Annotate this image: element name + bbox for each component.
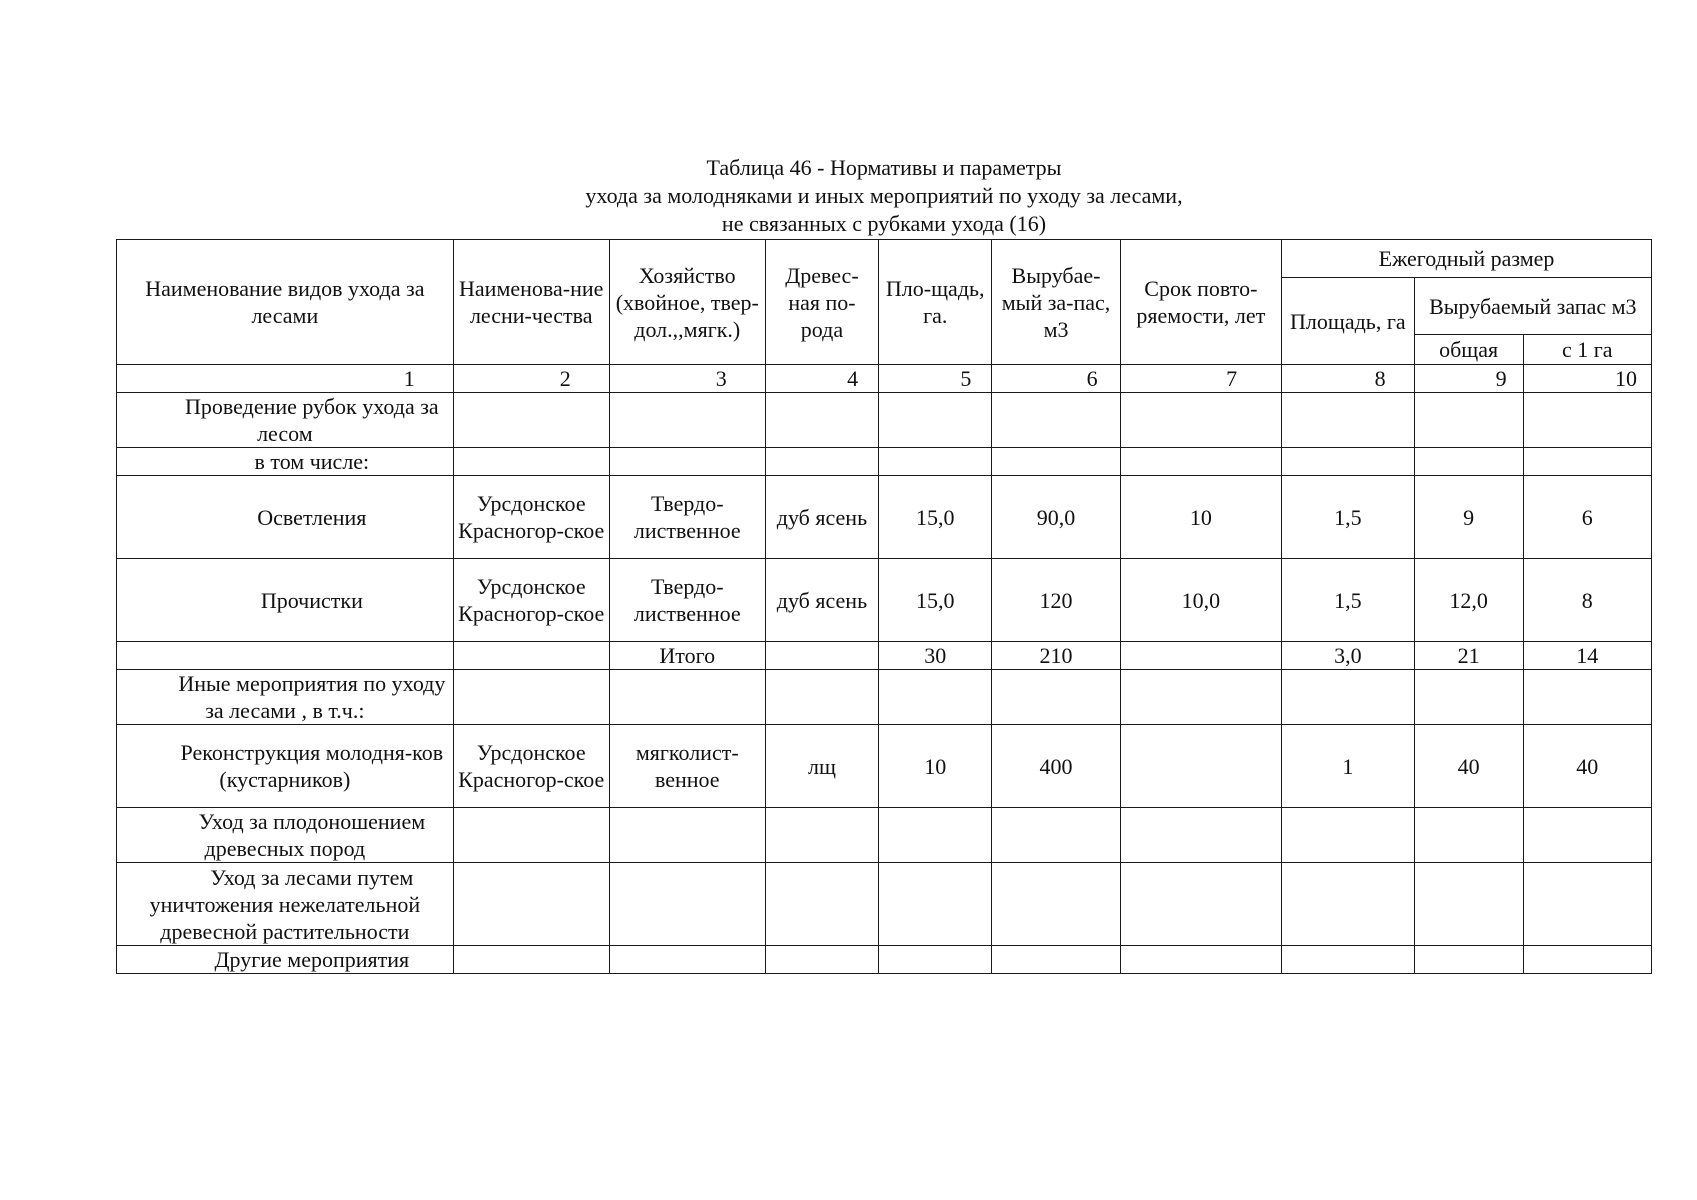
column-number: 3 — [609, 365, 765, 393]
column-number: 1 — [117, 365, 454, 393]
row-name — [117, 670, 454, 725]
cell-empty — [1523, 863, 1651, 946]
column-number: 10 — [1523, 365, 1651, 393]
cell-empty — [879, 863, 992, 946]
table-row-total — [117, 642, 1652, 670]
cell-empty — [879, 393, 992, 448]
cell-empty — [992, 863, 1120, 946]
cell-empty — [879, 448, 992, 476]
cell-annual-area: 1 — [1282, 725, 1415, 808]
row-name — [117, 448, 454, 476]
header-name: Наименование видов ухода за лесами — [117, 240, 454, 365]
cell-empty — [879, 808, 992, 863]
header-area: Пло-щадь, га. — [879, 240, 992, 365]
cell-empty — [609, 448, 765, 476]
cell-empty — [1120, 393, 1281, 448]
cell-empty — [1120, 808, 1281, 863]
cell-empty — [1282, 670, 1415, 725]
total-annual-stock-total: 21 — [1414, 642, 1523, 670]
cell-annual-stock-per-ha: 6 — [1523, 476, 1651, 559]
cell-annual-stock-total: 12,0 — [1414, 559, 1523, 642]
table-row — [117, 808, 1652, 863]
cell-empty — [1120, 642, 1281, 670]
cell-empty — [453, 448, 609, 476]
row-name-text: в том числе: — [254, 449, 370, 474]
row-name — [117, 946, 454, 974]
row-name-text: Другие мероприятия — [214, 947, 410, 972]
cell-empty — [1414, 448, 1523, 476]
cell-empty — [765, 448, 878, 476]
cell-empty — [1523, 393, 1651, 448]
cell-species: лщ — [765, 725, 878, 808]
cell-empty — [453, 946, 609, 974]
cell-empty — [992, 808, 1120, 863]
cell-empty — [453, 642, 609, 670]
total-label: Итого — [609, 642, 765, 670]
cell-empty — [765, 808, 878, 863]
cell-empty — [1523, 808, 1651, 863]
cell-empty — [453, 393, 609, 448]
row-name — [117, 725, 454, 808]
column-number: 2 — [453, 365, 609, 393]
cell-empty — [1414, 946, 1523, 974]
cell-empty — [992, 946, 1120, 974]
cell-repeat: 10,0 — [1120, 559, 1281, 642]
title-line-1: Таблица 46 - Нормативы и параметры — [706, 155, 1062, 180]
header-repeat: Срок повто-ряемости, лет — [1120, 240, 1281, 365]
header-stock-per-ha: с 1 га — [1523, 335, 1651, 365]
cell-empty — [1282, 946, 1415, 974]
row-name-text: Уход за лесами путем уничтожения нежелательной древесной растительности — [149, 864, 421, 944]
cell-area: 10 — [879, 725, 992, 808]
total-area: 30 — [879, 642, 992, 670]
row-name-text: Осветления — [257, 504, 367, 530]
table-row — [117, 559, 1652, 642]
table-row — [117, 946, 1652, 974]
cell-annual-area: 1,5 — [1282, 559, 1415, 642]
cell-empty — [765, 863, 878, 946]
column-number-row — [117, 365, 1652, 393]
cell-empty — [879, 670, 992, 725]
cell-empty — [609, 393, 765, 448]
cell-empty — [453, 670, 609, 725]
cell-empty — [765, 946, 878, 974]
cell-empty — [1414, 670, 1523, 725]
cell-annual-stock-per-ha: 40 — [1523, 725, 1651, 808]
cell-repeat: 10 — [1120, 476, 1281, 559]
header-row-1 — [117, 240, 1652, 278]
cell-species: дуб ясень — [765, 559, 878, 642]
cell-empty — [992, 393, 1120, 448]
cell-empty — [879, 946, 992, 974]
column-number: 5 — [879, 365, 992, 393]
row-name — [117, 559, 454, 642]
cell-empty — [1120, 448, 1281, 476]
title-line-2: ухода за молодняками и иных мероприятий по уходу за лесами, — [585, 183, 1183, 208]
cell-annual-stock-total: 9 — [1414, 476, 1523, 559]
cell-annual-stock-total: 40 — [1414, 725, 1523, 808]
column-number: 7 — [1120, 365, 1281, 393]
cell-empty — [765, 642, 878, 670]
cell-empty — [1282, 393, 1415, 448]
table-row — [117, 393, 1652, 448]
row-name-text: Иные мероприятия по уходу за лесами , в т.ч.: — [178, 671, 446, 723]
row-name-text: Прочистки — [260, 587, 363, 613]
row-name — [117, 808, 454, 863]
cell-empty — [765, 393, 878, 448]
row-name — [117, 863, 454, 946]
cell-empty — [1120, 725, 1281, 808]
row-name-text: Проведение рубок ухода за лесом — [185, 394, 439, 446]
table-row — [117, 725, 1652, 808]
cell-empty — [1282, 808, 1415, 863]
header-farm: Хозяйство (хвойное, твер-дол.,,мягк.) — [609, 240, 765, 365]
header-stock: Вырубае-мый за-пас, м3 — [992, 240, 1120, 365]
header-stock-total: общая — [1414, 335, 1523, 365]
forest-care-table — [116, 239, 1652, 974]
cell-forestry: Урсдонское Красногор-ское — [453, 559, 609, 642]
header-annual-stock: Вырубаемый запас м3 — [1414, 278, 1651, 335]
cell-area: 15,0 — [879, 476, 992, 559]
table-row — [117, 476, 1652, 559]
table-row — [117, 863, 1652, 946]
cell-empty — [1414, 393, 1523, 448]
cell-stock: 90,0 — [992, 476, 1120, 559]
header-annual-area: Площадь, га — [1282, 278, 1415, 365]
cell-empty — [765, 670, 878, 725]
cell-forestry: Урсдонское Красногор-ское — [453, 725, 609, 808]
cell-farm: мягколист-венное — [609, 725, 765, 808]
cell-empty — [1120, 670, 1281, 725]
title-line-3: не связанных с рубками ухода (16) — [721, 211, 1047, 236]
cell-species: дуб ясень — [765, 476, 878, 559]
table-title — [116, 154, 1652, 238]
row-name-text: Реконструкция молодня-ков (кустарников) — [180, 740, 444, 792]
cell-annual-area: 1,5 — [1282, 476, 1415, 559]
cell-stock: 120 — [992, 559, 1120, 642]
cell-empty — [992, 670, 1120, 725]
cell-empty — [1282, 448, 1415, 476]
cell-farm: Твердо-лиственное — [609, 476, 765, 559]
column-number: 8 — [1282, 365, 1415, 393]
total-annual-area: 3,0 — [1282, 642, 1415, 670]
cell-empty — [1523, 448, 1651, 476]
cell-empty — [117, 642, 454, 670]
cell-farm: Твердо-лиственное — [609, 559, 765, 642]
total-annual-stock-per-ha: 14 — [1523, 642, 1651, 670]
row-name — [117, 476, 454, 559]
cell-empty — [1120, 863, 1281, 946]
cell-empty — [453, 863, 609, 946]
cell-empty — [609, 863, 765, 946]
cell-area: 15,0 — [879, 559, 992, 642]
row-name-text: Уход за плодоношением древесных пород — [198, 809, 426, 861]
cell-empty — [609, 808, 765, 863]
header-annual: Ежегодный размер — [1282, 240, 1652, 278]
cell-forestry: Урсдонское Красногор-ское — [453, 476, 609, 559]
cell-empty — [609, 946, 765, 974]
header-species: Древес-ная по-рода — [765, 240, 878, 365]
total-stock: 210 — [992, 642, 1120, 670]
column-number: 9 — [1414, 365, 1523, 393]
cell-empty — [1282, 863, 1415, 946]
table-row — [117, 670, 1652, 725]
cell-empty — [453, 808, 609, 863]
cell-empty — [1523, 670, 1651, 725]
cell-stock: 400 — [992, 725, 1120, 808]
header-forestry: Наименова-ние лесни-чества — [453, 240, 609, 365]
column-number: 6 — [992, 365, 1120, 393]
cell-empty — [609, 670, 765, 725]
cell-empty — [1414, 863, 1523, 946]
table-row — [117, 448, 1652, 476]
cell-empty — [1414, 808, 1523, 863]
row-name — [117, 393, 454, 448]
cell-empty — [1120, 946, 1281, 974]
cell-empty — [1523, 946, 1651, 974]
column-number: 4 — [765, 365, 878, 393]
cell-empty — [992, 448, 1120, 476]
cell-annual-stock-per-ha: 8 — [1523, 559, 1651, 642]
